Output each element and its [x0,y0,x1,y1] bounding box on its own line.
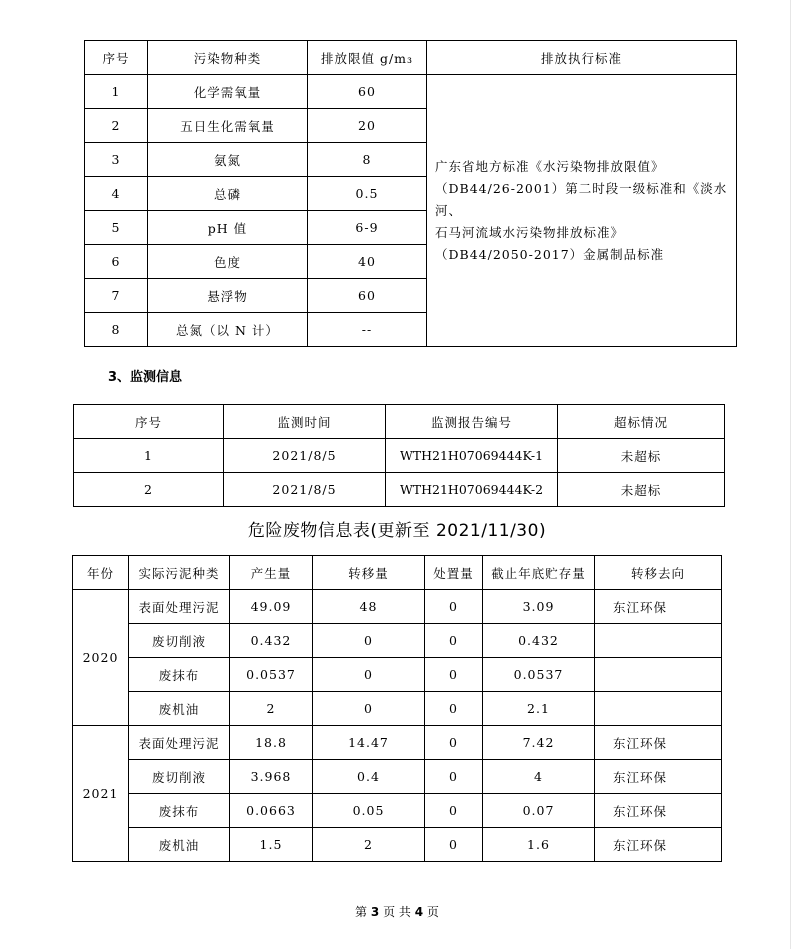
table-cell: 0.5 [308,177,427,211]
table-row [73,590,722,624]
table-cell: 未超标 [558,439,725,473]
table-cell: 6 [85,245,148,279]
table-cell: 7 [85,279,148,313]
table-cell: 60 [308,75,427,109]
column-header: 转移量 [313,556,425,590]
table-cell: 20 [308,109,427,143]
section-heading: 3、监测信息 [108,370,183,385]
standard-line: （DB44/26-2001）第二时段一级标准和《淡水河、 [435,180,728,218]
table-cell: 东江环保 [595,590,722,624]
page-total: 4 [414,905,424,919]
column-header: 年份 [73,556,129,590]
table-header-row [73,556,722,590]
footer-text: 第 [355,905,368,919]
table-row [73,726,722,760]
column-header: 序号 [85,41,148,75]
table-cell: 3 [85,143,148,177]
table-cell: 氨氮 [148,143,308,177]
year-cell: 2021 [73,726,129,862]
table-cell: 东江环保 [595,794,722,828]
table-header-row [74,405,725,439]
table-row [85,75,737,109]
table-cell: 悬浮物 [148,279,308,313]
table-cell: 2021/8/5 [224,473,386,507]
table-cell: 5 [85,211,148,245]
table-cell: 总氮（以 N 计） [148,313,308,347]
table-cell: 0 [425,590,483,624]
table-cell: 14.47 [313,726,425,760]
table-cell: 2 [74,473,224,507]
table-cell: 化学需氧量 [148,75,308,109]
column-header: 排放限值 g/m₃ [308,41,427,75]
column-header: 监测报告编号 [386,405,558,439]
column-header: 产生量 [230,556,313,590]
table-cell: 废抹布 [129,794,230,828]
year-cell: 2020 [73,590,129,726]
table-cell: 废切削液 [129,760,230,794]
table-row [73,794,722,828]
table-cell: 1 [74,439,224,473]
table-cell: 40 [308,245,427,279]
table-cell: 2 [313,828,425,862]
table-cell: 18.8 [230,726,313,760]
table-cell: 色度 [148,245,308,279]
table-cell: 3.968 [230,760,313,794]
table-cell: 0.432 [230,624,313,658]
table-cell: 0 [313,624,425,658]
table-row [73,658,722,692]
emission-standard-cell [427,75,737,347]
page-edge [790,0,791,949]
table-cell: WTH21H07069444K-2 [386,473,558,507]
column-header: 序号 [74,405,224,439]
column-header: 转移去向 [595,556,722,590]
column-header: 监测时间 [224,405,386,439]
table-cell: 表面处理污泥 [129,590,230,624]
table-row [74,439,725,473]
table-cell: 2.1 [483,692,595,726]
column-header: 处置量 [425,556,483,590]
table-cell: 0.4 [313,760,425,794]
table-header-row [85,41,737,75]
table-cell: 60 [308,279,427,313]
table-cell: 0.05 [313,794,425,828]
table-cell: 0 [425,624,483,658]
table-cell: 总磷 [148,177,308,211]
table-cell: 7.42 [483,726,595,760]
table-cell: 2 [230,692,313,726]
standard-line: 石马河流域水污染物排放标准》 [435,224,625,240]
standard-line: （DB44/2050-2017）金属制品标准 [435,246,665,262]
table-cell: 6-9 [308,211,427,245]
table-cell: 8 [308,143,427,177]
table-cell: 0.0537 [483,658,595,692]
table-cell: 废切削液 [129,624,230,658]
table-cell: 0.07 [483,794,595,828]
table-cell: 8 [85,313,148,347]
page-number: 3 [370,905,380,919]
table-row [73,760,722,794]
table-row [74,473,725,507]
table-cell: 未超标 [558,473,725,507]
table-cell: 0 [425,692,483,726]
table-cell: pH 值 [148,211,308,245]
table-cell: 废机油 [129,828,230,862]
table-cell: 0.0663 [230,794,313,828]
table-cell: 表面处理污泥 [129,726,230,760]
table-cell [595,658,722,692]
table-cell: -- [308,313,427,347]
table-cell: 4 [85,177,148,211]
table-row [73,692,722,726]
table-cell: 3.09 [483,590,595,624]
monitoring-table [73,404,725,507]
standard-line: 广东省地方标准《水污染物排放限值》 [435,158,665,174]
column-header: 超标情况 [558,405,725,439]
column-header: 污染物种类 [148,41,308,75]
table-cell: 1 [85,75,148,109]
table-cell: 1.5 [230,828,313,862]
column-header: 实际污泥种类 [129,556,230,590]
table-cell: 48 [313,590,425,624]
table-cell: 0.0537 [230,658,313,692]
footer-text: 页 共 [383,905,411,919]
table-cell: 0.432 [483,624,595,658]
table-cell: 2 [85,109,148,143]
table-cell: 废机油 [129,692,230,726]
page-footer [0,903,794,920]
hazardous-waste-table [72,555,722,862]
table-cell: 49.09 [230,590,313,624]
table-cell: 0 [313,692,425,726]
table-cell: 0 [425,658,483,692]
hazardous-waste-title: 危险废物信息表(更新至 2021/11/30) [247,521,547,541]
table-row [73,828,722,862]
table-cell: 0 [425,726,483,760]
table-cell: 五日生化需氧量 [148,109,308,143]
column-header: 排放执行标准 [427,41,737,75]
table-cell: 东江环保 [595,828,722,862]
table-cell: 0 [425,794,483,828]
table-cell: 1.6 [483,828,595,862]
table-cell: 4 [483,760,595,794]
table-cell: 0 [425,760,483,794]
table-cell: 2021/8/5 [224,439,386,473]
table-cell: 东江环保 [595,760,722,794]
table-cell [595,692,722,726]
emission-limits-table [84,40,737,347]
table-cell: 0 [425,828,483,862]
column-header: 截止年底贮存量 [483,556,595,590]
footer-text: 页 [426,905,439,919]
table-cell: 东江环保 [595,726,722,760]
table-cell: WTH21H07069444K-1 [386,439,558,473]
table-cell [595,624,722,658]
table-cell: 废抹布 [129,658,230,692]
table-row [73,624,722,658]
table-cell: 0 [313,658,425,692]
